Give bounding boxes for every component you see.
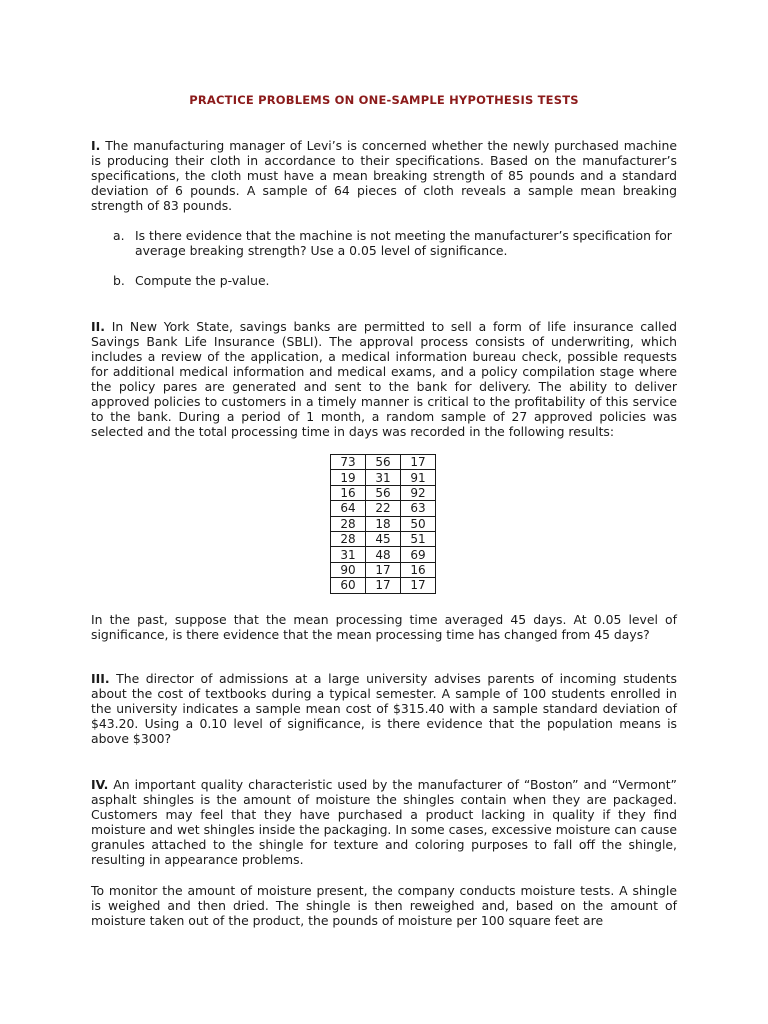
table-row [331, 455, 436, 470]
problem-1-text: The manufacturing manager of Levi’s is concerned whether the newly purchased machine is producing their cloth in accordance to their specifications. Based on the manufacturer’s specifications, the cloth must have a mean breaking strength of 85 pounds and a standard deviation of 6 pounds. A sample of 64 pieces of cloth reveals a sample mean breaking strength of 83 pounds. [91, 138, 677, 213]
table-cell: 64 [331, 501, 366, 516]
table-cell: 17 [366, 562, 401, 577]
table-cell: 17 [401, 578, 436, 593]
problem-1 [91, 138, 677, 213]
table-cell: 91 [401, 470, 436, 485]
table-cell: 18 [366, 516, 401, 531]
table-cell: 73 [331, 455, 366, 470]
problem-1-part-b [113, 273, 677, 288]
table-cell: 28 [331, 531, 366, 546]
table-cell: 45 [366, 531, 401, 546]
problem-4-continued: To monitor the amount of moisture present, the company conducts moisture tests. A shingle is weighed and then dried. The shingle is then reweighed and, based on the amount of moisture taken out of the product, the pounds of moisture per 100 square feet are [91, 883, 677, 928]
table-cell: 22 [366, 501, 401, 516]
table-row [331, 470, 436, 485]
table-cell: 90 [331, 562, 366, 577]
problem-2 [91, 319, 677, 439]
part-a-text: Is there evidence that the machine is not meeting the manufacturer’s specification for average breaking strength? Use a 0.05 level of significance. [135, 228, 672, 258]
problem-2-text: In New York State, savings banks are permitted to sell a form of life insurance called Savings Bank Life Insurance (SBLI). The approval process consists of underwriting, which includes a review of the application, a medical information bureau check, possible requests for additional medical information and medical exams, and a policy compilation stage where the policy pares are generated and sent to the bank for delivery. The ability to deliver approved policies to customers in a timely manner is critical to the profitability of this service to the bank. During a period of 1 month, a random sample of 27 approved policies was selected and the total processing time in days was recorded in the following results: [91, 319, 677, 439]
table-row [331, 516, 436, 531]
table-cell: 56 [366, 485, 401, 500]
problem-3-text: The director of admissions at a large university advises parents of incoming students about the cost of textbooks during a typical semester. A sample of 100 students enrolled in the university indicates a sample mean cost of $315.40 with a sample standard deviation of $43.20. Using a 0.10 level of significance, is there evidence that the population means is above $300? [91, 671, 677, 746]
table-cell: 16 [331, 485, 366, 500]
table-cell: 50 [401, 516, 436, 531]
table-cell: 60 [331, 578, 366, 593]
table-row [331, 501, 436, 516]
table-cell: 63 [401, 501, 436, 516]
table-row [331, 547, 436, 562]
part-b-text: Compute the p-value. [135, 273, 270, 288]
problem-2-question: In the past, suppose that the mean processing time averaged 45 days. At 0.05 level of significance, is there evidence that the mean processing time has changed from 45 days? [91, 612, 677, 642]
table-row [331, 531, 436, 546]
table-cell: 92 [401, 485, 436, 500]
problem-4 [91, 777, 677, 867]
problem-1-number: I. [91, 138, 101, 153]
table-cell: 31 [331, 547, 366, 562]
processing-time-table [330, 454, 436, 594]
table-cell: 17 [366, 578, 401, 593]
table-cell: 56 [366, 455, 401, 470]
table-cell: 48 [366, 547, 401, 562]
part-a-marker: a. [113, 228, 125, 243]
document-title: PRACTICE PROBLEMS ON ONE-SAMPLE HYPOTHESIS TESTS [189, 93, 579, 107]
table-cell: 28 [331, 516, 366, 531]
problem-4-number: IV. [91, 777, 109, 792]
table-row [331, 485, 436, 500]
table-cell: 31 [366, 470, 401, 485]
problem-1-part-a [113, 228, 677, 258]
table-row [331, 578, 436, 593]
problem-2-number: II. [91, 319, 105, 334]
table-cell: 17 [401, 455, 436, 470]
table-cell: 19 [331, 470, 366, 485]
table-cell: 16 [401, 562, 436, 577]
table-row [331, 562, 436, 577]
table-cell: 69 [401, 547, 436, 562]
problem-4-text: An important quality characteristic used by the manufacturer of “Boston” and “Vermont” asphalt shingles is the amount of moisture the shingles contain when they are packaged. Customers may feel that they have purchased a product lacking in quality if they find moisture and wet shingles inside the packaging. In some cases, excessive moisture can cause granules attached to the shingle for texture and coloring purposes to fall off the shingle, resulting in appearance problems. [91, 777, 677, 867]
table-cell: 51 [401, 531, 436, 546]
part-b-marker: b. [113, 273, 125, 288]
problem-3 [91, 671, 677, 746]
problem-3-number: III. [91, 671, 110, 686]
